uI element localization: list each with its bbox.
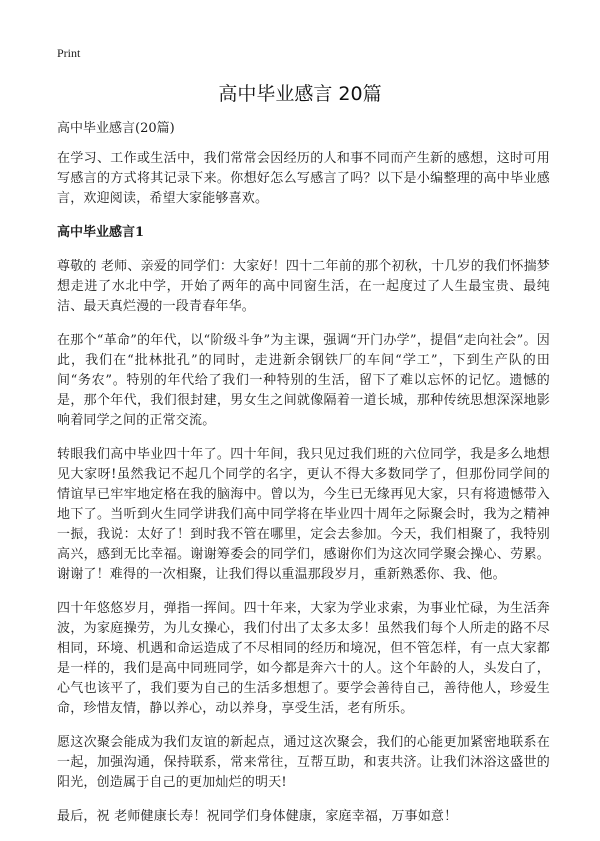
page-title: 高中毕业感言 20篇 bbox=[218, 83, 382, 105]
document-subtitle: 高中毕业感言(20篇) bbox=[57, 121, 175, 136]
body-paragraph: 转眼我们高中毕业四十年了。四十年间，我只见过我们班的六位同学，我是多么地想见大家呀!虽然我记不起几个同学的名字，更认不得大多数同学了，但那份同学间的情谊早已牢牢地定格在我的脑海中。曾以为，今生已无缘再见大家，只有将遗憾带入地下了。当听到火生同学讲我们高中同学将在毕业四十周年之际聚会时，我为之精神一振，我说：太好了！到时我不管在哪里，定会去参加。今天，我们相聚了，我特别高兴，感到无比幸福。谢谢筹委会的同学们，感谢你们为这次同学聚会操心、劳累。谢谢了！难得的一次相聚，让我们得以重温那段岁月，重新熟悉你、我、他。 bbox=[57, 447, 550, 582]
body-paragraph: 愿这次聚会能成为我们友谊的新起点，通过这次聚会，我们的心能更加紧密地联系在一起，加强沟通，保持联系，常来常往，互帮互助，和衷共济。让我们沐浴这盛世的阳光，创造属于自己的更加灿烂的明天! bbox=[57, 735, 550, 790]
intro-paragraph: 在学习、工作或生活中，我们常常会因经历的人和事不同而产生新的感想，这时可用写感言的方式将其记录下来。你想好怎么写感言了吗？以下是小编整理的高中毕业感言，欢迎阅读，希望大家能够喜欢。 bbox=[57, 151, 550, 206]
document-body bbox=[57, 149, 550, 841]
body-paragraph: 在那个“革命”的年代，以“阶级斗争”为主课，强调“开门办学”，提倡“走向社会”。因此，我们在“批林批孔”的同时，走进新余钢铁厂的车间“学工”，下到生产队的田间“务农”。特别的年代给了我们一种特别的生活，留下了难以忘怀的记忆。遗憾的是，那个年代，我们很封建，男女生之间就像隔着一道长城，那种传统思想深深地影响着同学之间的正常交流。 bbox=[57, 333, 551, 428]
section-heading: 高中毕业感言1 bbox=[57, 225, 145, 240]
closing-paragraph: 最后，祝 老师健康长寿！祝同学们身体健康，家庭幸福，万事如意！ bbox=[57, 809, 458, 824]
body-paragraph: 尊敬的 老师、亲爱的同学们：大家好！四十二年前的那个初秋，十几岁的我们怀揣梦想走进了水北中学，开始了两年的高中同窗生活，在一起度过了人生最宝贵、最纯洁、最天真烂漫的一段青春年华。 bbox=[57, 259, 550, 314]
body-paragraph: 四十年悠悠岁月，弹指一挥间。四十年来，大家为学业求索，为事业忙碌，为生活奔波，为家庭操劳，为儿女操心，我们付出了太多太多！虽然我们每个人所走的路不尽相同，环境、机遇和命运造成了不尽相同的经历和境况，但不管怎样，有一点大家都是一样的，我们是高中同班同学，如今都是奔六十的人。这个年龄的人，头发白了，心气也该平了，我们要为自己的生活多想想了。要学会善待自己，善待他人，珍爱生命，珍惜友情，静以养心，动以养身，享受生活，老有所乐。 bbox=[57, 601, 550, 716]
print-link[interactable]: Print bbox=[57, 46, 81, 60]
